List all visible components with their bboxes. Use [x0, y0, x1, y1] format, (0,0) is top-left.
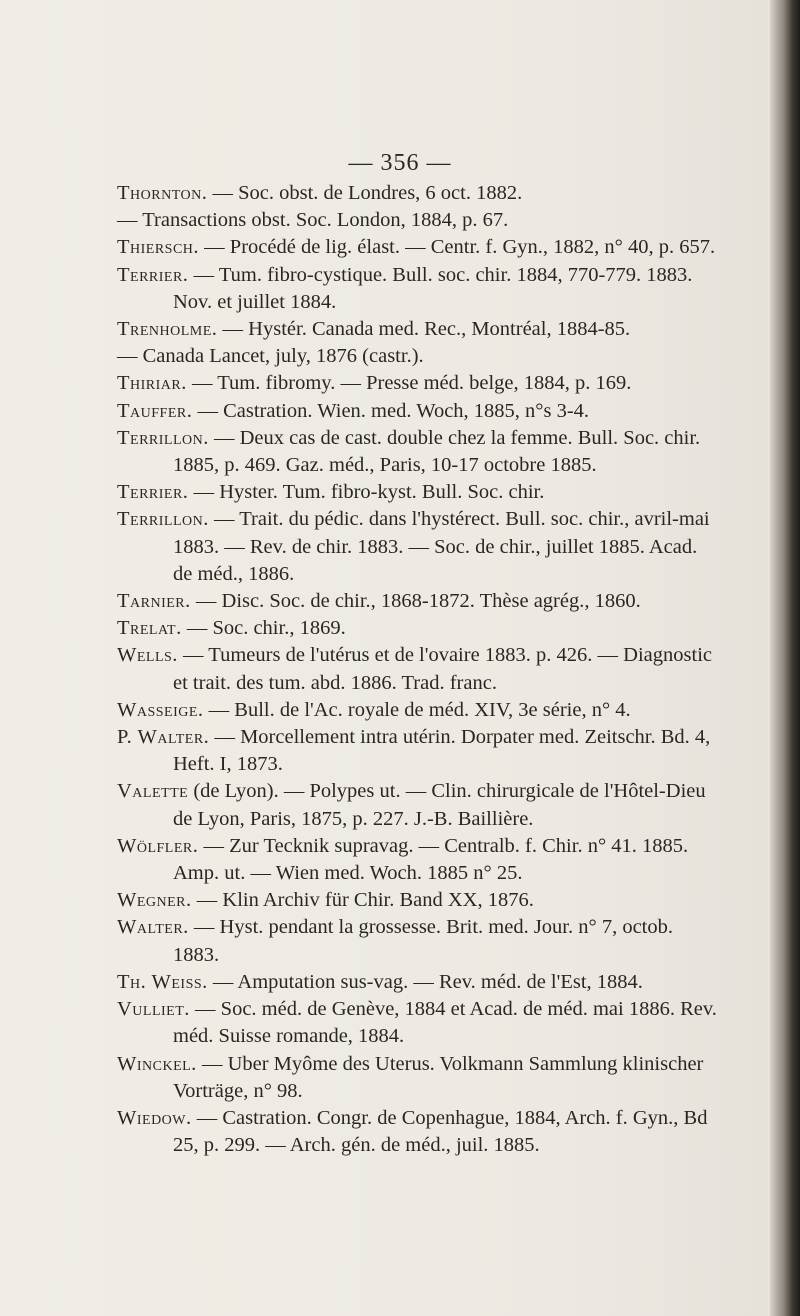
entry-text: — Deux cas de cast. double chez la femme. Bull. Soc. chir. 1885, p. 469. Gaz. méd., Paris, 10-17 octobre 1885.	[173, 426, 701, 477]
bibliography-entry	[117, 398, 717, 425]
entry-text: (de Lyon). — Polypes ut. — Clin. chirurgicale de l'Hôtel-Dieu de Lyon, Paris, 1875, p. 227. J.-B. Baillière.	[173, 780, 706, 830]
entry-text: — Soc. chir., 1869.	[181, 617, 346, 640]
bibliography-entry	[117, 778, 717, 832]
bibliography-entry	[117, 207, 717, 234]
bibliography-entry	[117, 996, 717, 1050]
entry-text: — Canada Lancet, july, 1876 (castr.).	[117, 345, 424, 368]
entry-author: Th. Weiss.	[117, 970, 208, 993]
bibliography-entry	[117, 724, 717, 778]
entry-author: Tarnier.	[117, 590, 191, 613]
entry-author: Terrillon.	[117, 508, 209, 531]
entry-text: — Uber Myôme des Uterus. Volkmann Sammlung klinischer Vorträge, n° 98.	[173, 1052, 704, 1102]
entry-text: — Bull. de l'Ac. royale de méd. XIV, 3e série, n° 4.	[203, 698, 631, 721]
entry-text: — Hystér. Canada med. Rec., Montréal, 1884-85.	[217, 318, 631, 341]
entry-author: Terrier.	[117, 481, 189, 504]
bibliography-entry	[117, 833, 717, 887]
bibliography-entry	[117, 642, 717, 696]
entry-text: — Trait. du pédic. dans l'hystérect. Bull. soc. chir., avril-mai 1883. — Rev. de chir. 1883. — Soc. de chir., juillet 1885. Acad. de méd., 1886.	[173, 508, 710, 585]
entry-text: — Procédé de lig. élast. — Centr. f. Gyn., 1882, n° 40, p. 657.	[199, 236, 716, 259]
entry-author: Terrillon.	[117, 426, 209, 449]
bibliography-entry	[117, 479, 717, 506]
entry-text: — Tum. fibromy. — Presse méd. belge, 1884, p. 169.	[186, 372, 632, 395]
entry-author: Thiriar.	[117, 372, 187, 395]
entry-author: Thornton.	[117, 182, 208, 204]
bibliography-entry	[117, 316, 717, 343]
entry-text: — Castration. Wien. med. Woch, 1885, n°s 3-4.	[192, 399, 590, 422]
bibliography-entry	[117, 887, 717, 914]
bibliography-entry	[117, 615, 717, 642]
entry-text: — Morcellement intra utérin. Dorpater med. Zeitschr. Bd. 4, Heft. I, 1873.	[173, 726, 711, 776]
bibliography-entry	[117, 343, 717, 370]
entry-text: — Soc. obst. de Londres, 6 oct. 1882.	[207, 182, 523, 204]
entry-author: Winckel.	[117, 1052, 197, 1075]
entry-text: — Hyster. Tum. fibro-kyst. Bull. Soc. chir.	[188, 481, 545, 504]
bibliography-entry	[117, 180, 717, 207]
entry-author: Wölfler.	[117, 834, 199, 857]
entry-author: Wasseige.	[117, 698, 204, 721]
entry-author: Trelat.	[117, 617, 182, 640]
entry-author: Trenholme.	[117, 318, 218, 341]
entry-text: — Disc. Soc. de chir., 1868-1872. Thèse agrég., 1860.	[190, 590, 641, 613]
entry-text: — Klin Archiv für Chir. Band XX, 1876.	[191, 889, 534, 912]
bibliography-entry	[117, 914, 717, 968]
entry-text: — Transactions obst. Soc. London, 1884, p. 67.	[117, 209, 509, 232]
bibliography-entry	[117, 969, 717, 996]
entry-author: Valette	[117, 780, 189, 803]
bibliography-entry	[117, 234, 717, 261]
bibliography-entry	[117, 697, 717, 724]
entry-author: Wiedow.	[117, 1106, 192, 1129]
entry-author: P. Walter.	[117, 726, 210, 749]
bibliography-entry	[117, 370, 717, 397]
bibliography-entry	[117, 506, 717, 588]
entry-text: — Tum. fibro-cystique. Bull. soc. chir. 1884, 770-779. 1883. Nov. et juillet 1884.	[173, 263, 693, 313]
entry-author: Thiersch.	[117, 236, 200, 259]
entry-author: Terrier.	[117, 263, 189, 286]
entry-text: — Tumeurs de l'utérus et de l'ovaire 1883. p. 426. — Diagnostic et trait. des tum. abd. 1886. Trad. franc.	[173, 644, 712, 694]
bibliography-entry	[117, 1051, 717, 1105]
page-number: — 356 —	[348, 150, 452, 176]
entry-text: — Soc. méd. de Genève, 1884 et Acad. de méd. mai 1886. Rev. méd. Suisse romande, 1884.	[173, 998, 717, 1048]
entry-author: Vulliet.	[117, 998, 190, 1021]
entry-author: Walter.	[117, 916, 189, 939]
entry-author: Wegner.	[117, 889, 192, 912]
bibliography-entry	[117, 588, 717, 615]
entry-author: Wells.	[117, 644, 178, 667]
entry-text: — Castration. Congr. de Copenhague, 1884, Arch. f. Gyn., Bd 25, p. 299. — Arch. gén. de méd., juil. 1885.	[173, 1106, 708, 1157]
bibliography-entry	[117, 1105, 717, 1159]
entry-author: Tauffer.	[117, 399, 193, 422]
bibliography-list	[117, 180, 717, 1159]
entry-text: — Amputation sus-vag. — Rev. méd. de l'Est, 1884.	[207, 970, 643, 993]
bibliography-entry	[117, 262, 717, 316]
page-edge-shadow	[770, 0, 800, 1316]
bibliography-entry	[117, 425, 717, 479]
entry-text: — Zur Tecknik supravag. — Centralb. f. Chir. n° 41. 1885. Amp. ut. — Wien med. Woch. 1885 n° 25.	[173, 834, 689, 885]
entry-text: — Hyst. pendant la grossesse. Brit. med. Jour. n° 7, octob. 1883.	[173, 916, 673, 966]
